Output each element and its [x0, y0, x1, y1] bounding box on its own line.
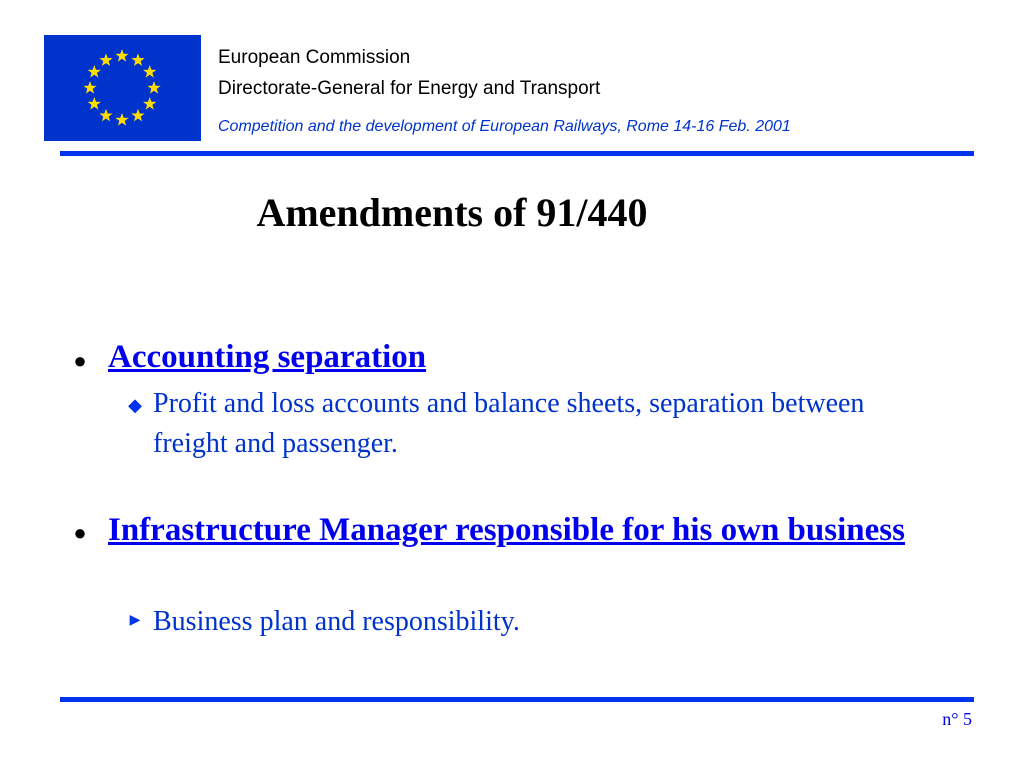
- bullet-dot-icon: ●: [73, 520, 87, 545]
- header-divider: [60, 151, 974, 156]
- star-icon: [88, 65, 101, 78]
- triangle-bullet-icon: ▶: [129, 613, 141, 628]
- footer-divider: [60, 697, 974, 702]
- star-icon: [115, 113, 128, 126]
- star-icon: [143, 97, 156, 110]
- eu-flag-logo: [44, 35, 201, 141]
- bullet-dot-icon: ●: [73, 348, 87, 373]
- star-icon: [131, 53, 144, 66]
- slide-title: Amendments of 91/440: [256, 190, 648, 235]
- diamond-bullet-icon: ◆: [128, 395, 142, 415]
- organization-name: European Commission: [218, 47, 411, 68]
- bullet-text-infrastructure: Business plan and responsibility.: [153, 606, 520, 637]
- star-icon: [83, 81, 96, 94]
- star-icon: [115, 49, 128, 62]
- star-icon: [99, 109, 112, 122]
- star-icon: [131, 109, 144, 122]
- star-icon: [143, 65, 156, 78]
- bullet-heading-infrastructure: Infrastructure Manager responsible for his own business: [108, 512, 905, 548]
- eu-stars-icon: [44, 35, 201, 141]
- star-icon: [99, 53, 112, 66]
- star-icon: [147, 81, 160, 94]
- bullet-text-accounting: Profit and loss accounts and balance sheets, separation between freight and passenger.: [153, 388, 865, 459]
- bullet-heading-accounting: Accounting separation: [108, 339, 427, 375]
- page-number: n° 5: [942, 709, 972, 729]
- event-title: Competition and the development of European Railways, Rome 14-16 Feb. 2001: [218, 118, 791, 135]
- star-icon: [88, 97, 101, 110]
- department-name: Directorate-General for Energy and Transport: [218, 78, 601, 99]
